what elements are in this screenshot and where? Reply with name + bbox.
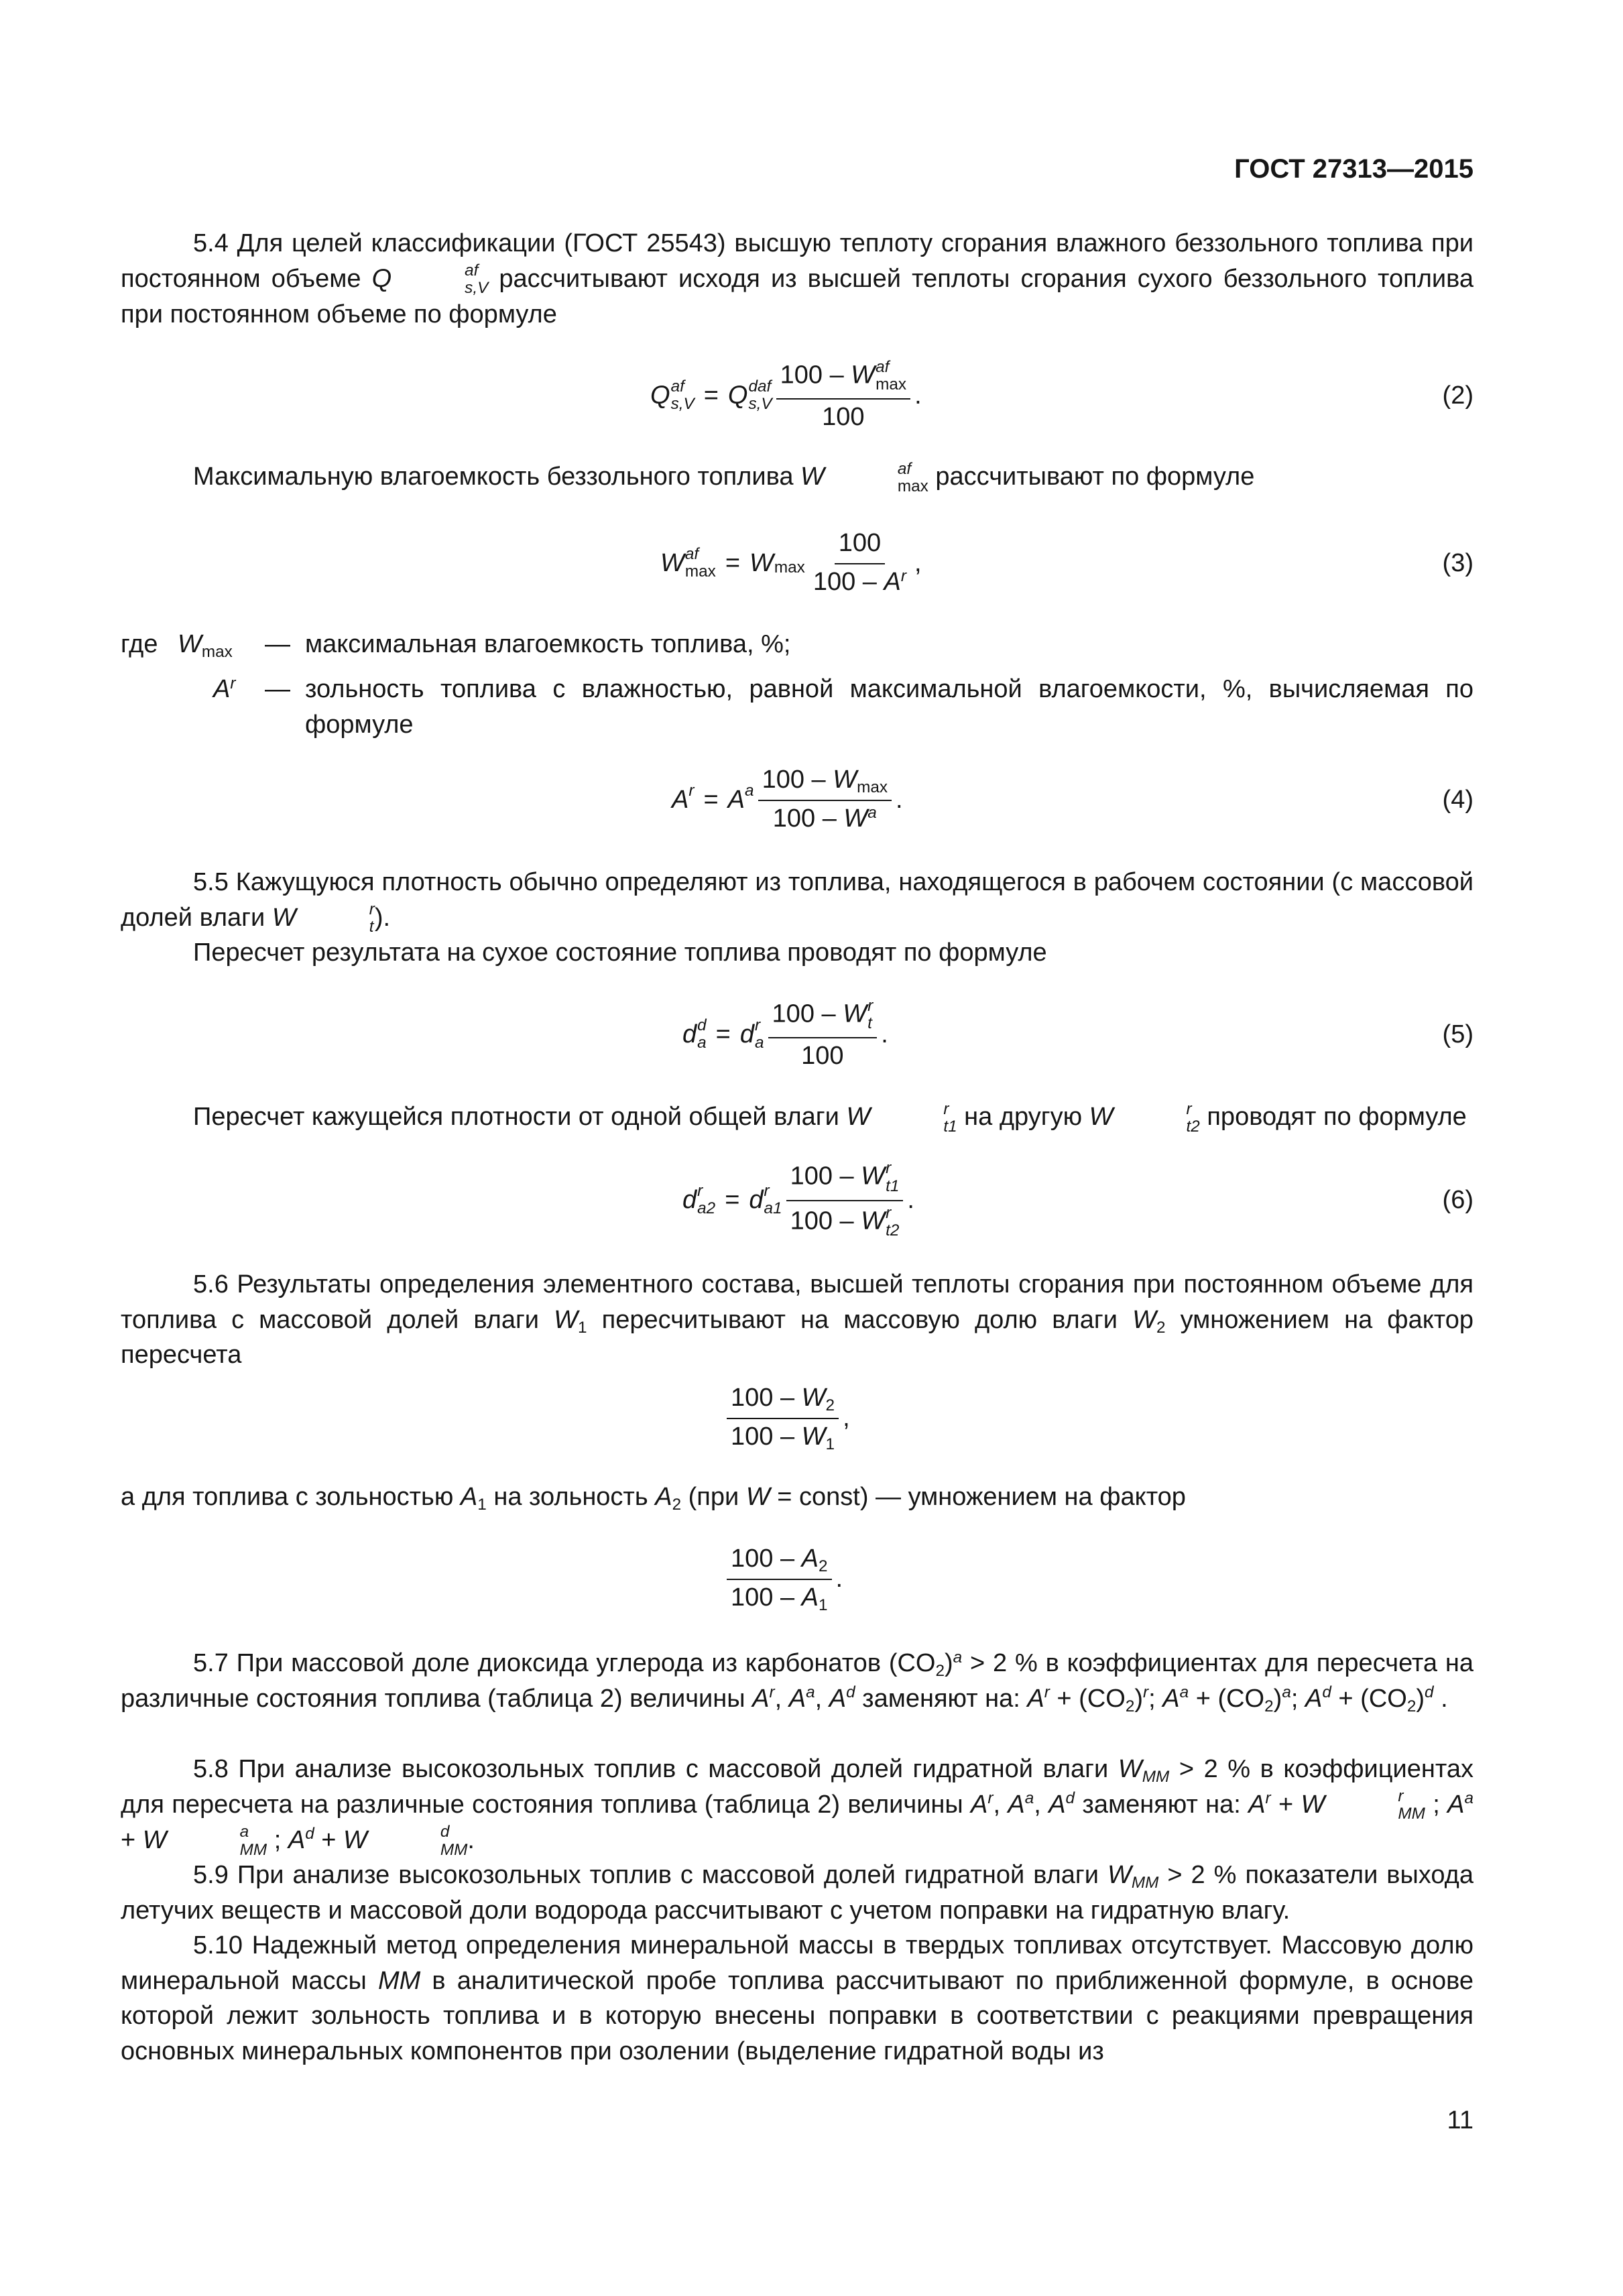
factor-ash: $\frac{100 - A_2}{100 - A_1}$ . [121,1535,1474,1622]
paragraph-5-8: 5.8 При анализе высокозольных топлив с массовой долей гидратной влаги $W_{MM} > 2$ % в коэффициентах для пересчета на различные состояния топлива (таблица 2) величины $A^r$, $A^a$, $A^d$ заменяют на: $A^r + W$ r MM ; $A^a + W$ a MM ; $A^d + W$ d MM . [121,1755,1474,1859]
standard-header: ГОСТ 27313—2015 [1234,154,1474,184]
formula-5: d d a = d r a 100 – W r t 100 . (5) [121,991,1474,1078]
formula-number: (4) [1442,785,1474,814]
paragraph-density-recalc: Пересчет кажущейся плотности от одной общей влаги W r t1 на другую W r t2 проводят по формуле [193,1099,1467,1136]
paragraph-5-5-recalc: Пересчет результата на сухое состояние топлива проводят по формуле [193,939,1047,967]
where-item-2: зольность топлива с влажностью, равной максимальной влагоемкости, %, вычисляемая по формуле [305,675,1474,739]
paragraph-5-9: 5.9 При анализе высокозольных топлив с массовой долей гидратной влаги $W_{MM} > 2$ % показатели выхода летучих веществ и массовой доли водорода рассчитывают с учетом поправки на гидратную влагу. [121,1861,1474,1925]
symbol-wmax: $W_{max}$ [178,630,233,662]
formula-3: W af max = W max $\frac{100}{100 - A^r}$ , (3) [121,520,1474,607]
paragraph-5-10: 5.10 Надежный метод определения минеральной массы в твердых топливах отсутствует. Массовую долю минеральной массы MM в аналитической пробе топлива рассчитывают по приближенной формуле, в основе которой лежит зольность топлива и в которую внесены поправки в соответствии с реакциями превращения основных минеральных компонентов при озолении (выделение гидратной воды из [121,1931,1474,2065]
formula-number: (6) [1442,1185,1474,1214]
paragraph-5-4: 5.4 Для целей классификации (ГОСТ 25543) высшую теплоту сгорания влажного беззольного топлива при постоянном объеме Q af s,V рассчитывают исходя из высшей теплоты сгорания сухого беззольного топлива при постоянном объеме по формуле [121,229,1474,328]
paragraph-ash-factor: а для топлива с зольностью $A_1$ на зольность $A_2$ (при W = const) — умножением на фактор [121,1483,1186,1514]
where-item-1: максимальная влагоемкость топлива, %; [305,630,791,658]
formula-6: d r a2 = d r a1 100 – W r t1 100 – W r t2 . (6) [121,1156,1474,1244]
formula-number: (5) [1442,1020,1474,1048]
where-dash: — [265,675,290,703]
paragraph-5-6: 5.6 Результаты определения элементного состава, высшей теплоты сгорания при постоянном объеме для топлива с массовой долей влаги $W_1$ пересчитывают на массовую долю влаги $W_2$ умножением на фактор пересчета [121,1270,1474,1369]
formula-2: Q af s,V = Q daf s,V 100 – W af max 100 . (2) [121,352,1474,439]
paragraph-max-moisture: Максимальную влагоемкость беззольного топлива W af max рассчитывают по формуле [193,459,1255,495]
where-dash: — [265,630,290,658]
page-number: 11 [1447,2106,1474,2134]
paragraph-5-5: 5.5 Кажущуюся плотность обычно определяют из топлива, находящегося в рабочем состоянии (с массовой долей влаги W r t ). [121,868,1474,936]
symbol-ar: $A^r$ [213,674,236,703]
where-word: где [121,630,158,658]
paragraph-5-7: 5.7 При массовой доле диоксида углерода из карбонатов $(CO_2)^a > 2$ % в коэффициентах для пересчета на различные состояния топлива (таблица 2) величины $A^r$, $A^a$, $A^d$ заменяют на: $A^r + (CO_2)^r$; $A^a + (CO_2)^a$; $A^d + (CO_2)^d$ . [121,1648,1474,1715]
formula-number: (2) [1442,381,1474,410]
formula-4: A $^r$ = A $^a$ $\frac{100 - W_{max}}{100 - W^a}$ . (4) [121,756,1474,843]
factor-moisture: $\frac{100 - W_2}{100 - W_1}$ , [121,1374,1474,1461]
formula-number: (3) [1442,548,1474,577]
